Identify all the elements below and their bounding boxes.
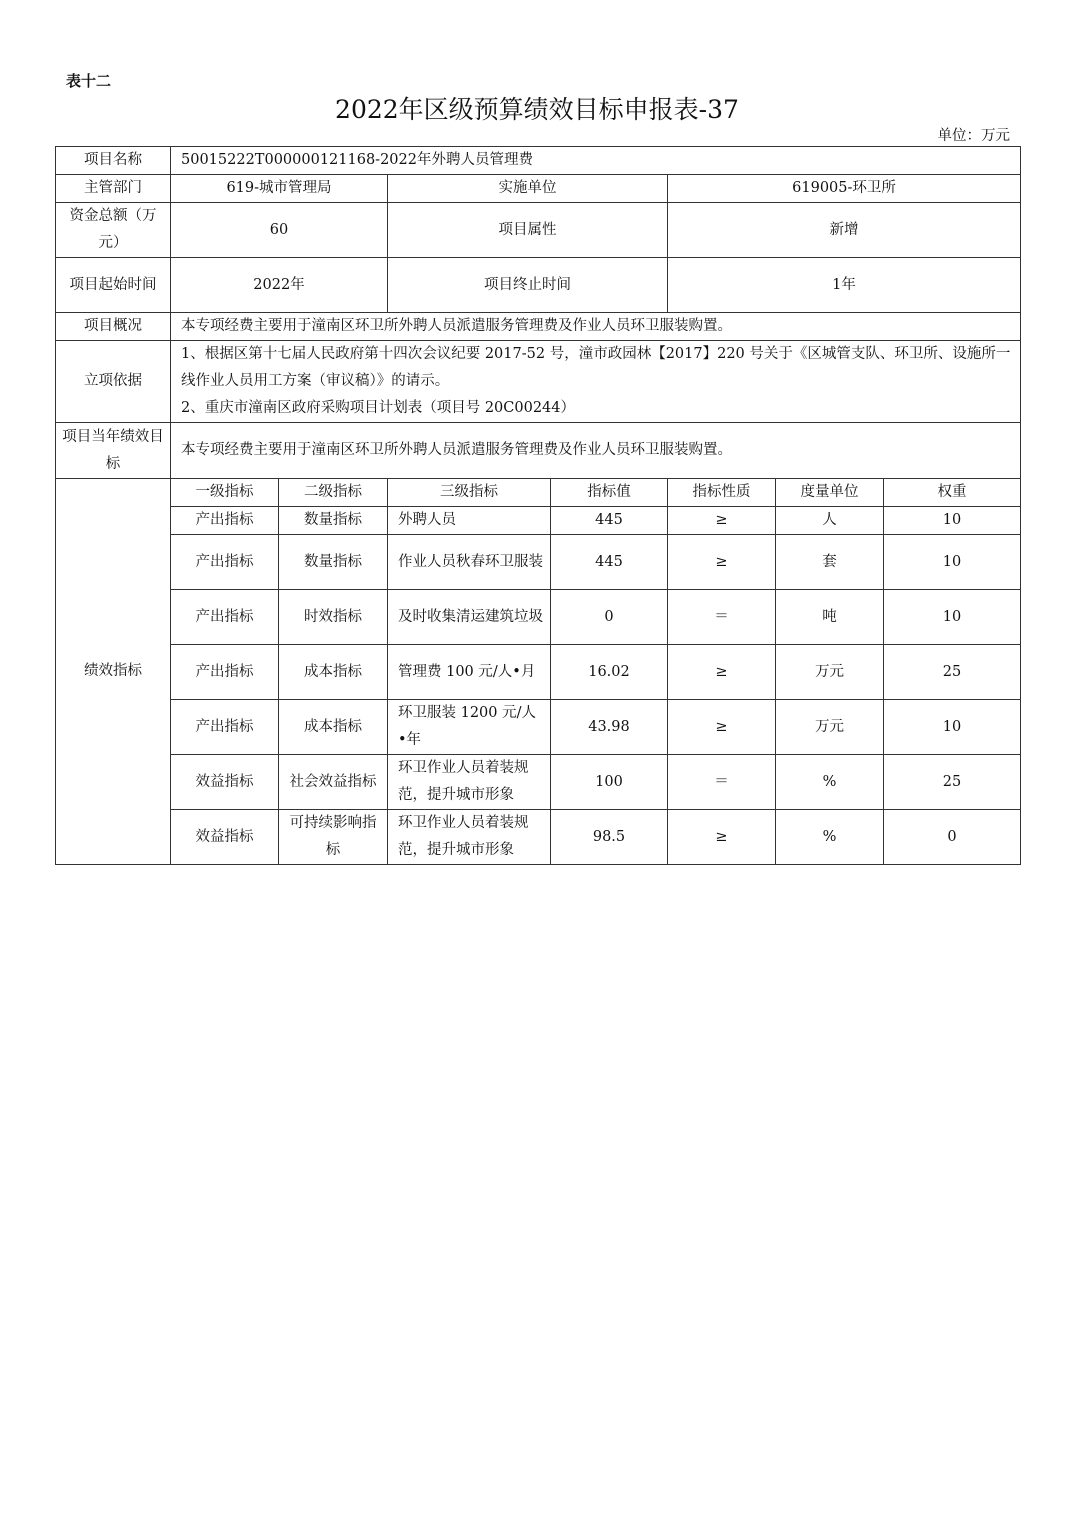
dept-value: 619-城市管理局 bbox=[171, 175, 388, 203]
metric-weight: 10 bbox=[884, 700, 1021, 755]
basis-label: 立项依据 bbox=[56, 341, 171, 423]
metric-weight: 10 bbox=[884, 590, 1021, 645]
table-row bbox=[56, 645, 1021, 700]
metric-l3: 外聘人员 bbox=[388, 507, 551, 535]
metric-value: 445 bbox=[551, 535, 668, 590]
metric-value: 43.98 bbox=[551, 700, 668, 755]
metrics-section-label: 绩效指标 bbox=[56, 479, 171, 865]
metric-l1: 效益指标 bbox=[171, 755, 279, 810]
end-value: 1年 bbox=[668, 258, 1021, 313]
metric-l3: 环卫作业人员着装规范，提升城市形象 bbox=[388, 755, 551, 810]
metric-l2: 社会效益指标 bbox=[279, 755, 388, 810]
metric-weight: 25 bbox=[884, 755, 1021, 810]
metric-value: 98.5 bbox=[551, 810, 668, 865]
start-label: 项目起始时间 bbox=[56, 258, 171, 313]
header-l3: 三级指标 bbox=[388, 479, 551, 507]
start-value: 2022年 bbox=[171, 258, 388, 313]
metric-weight: 0 bbox=[884, 810, 1021, 865]
table-row bbox=[56, 507, 1021, 535]
metric-value: 16.02 bbox=[551, 645, 668, 700]
metric-l2: 时效指标 bbox=[279, 590, 388, 645]
metric-nature: ＝ bbox=[668, 590, 776, 645]
goal-value: 本专项经费主要用于潼南区环卫所外聘人员派遣服务管理费及作业人员环卫服装购置。 bbox=[171, 423, 1021, 479]
overview-label: 项目概况 bbox=[56, 313, 171, 341]
metric-l2: 数量指标 bbox=[279, 535, 388, 590]
metric-l2: 可持续影响指标 bbox=[279, 810, 388, 865]
impl-label: 实施单位 bbox=[388, 175, 668, 203]
metric-l1: 产出指标 bbox=[171, 645, 279, 700]
end-label: 项目终止时间 bbox=[388, 258, 668, 313]
impl-value: 619005-环卫所 bbox=[668, 175, 1021, 203]
basis-line-2: 2、重庆市潼南区政府采购项目计划表（项目号 20C00244） bbox=[181, 400, 576, 416]
unit-label: 单位：万元 bbox=[937, 128, 1010, 144]
header-l2: 二级指标 bbox=[279, 479, 388, 507]
metric-l2: 数量指标 bbox=[279, 507, 388, 535]
metric-nature: ≥ bbox=[668, 507, 776, 535]
header-nature: 指标性质 bbox=[668, 479, 776, 507]
metric-unit: % bbox=[776, 755, 884, 810]
metric-l3: 作业人员秋春环卫服装 bbox=[388, 535, 551, 590]
basis-value bbox=[171, 341, 1021, 423]
metric-l3: 管理费 100 元/人•月 bbox=[388, 645, 551, 700]
metric-weight: 10 bbox=[884, 535, 1021, 590]
metric-l1: 产出指标 bbox=[171, 507, 279, 535]
metric-l1: 产出指标 bbox=[171, 590, 279, 645]
table-row bbox=[56, 755, 1021, 810]
header-weight: 权重 bbox=[884, 479, 1021, 507]
metric-l2: 成本指标 bbox=[279, 700, 388, 755]
metric-nature: ≥ bbox=[668, 810, 776, 865]
metric-nature: ≥ bbox=[668, 645, 776, 700]
metric-unit: 万元 bbox=[776, 700, 884, 755]
fund-value: 60 bbox=[171, 203, 388, 258]
table-row bbox=[56, 700, 1021, 755]
budget-performance-table bbox=[55, 146, 1021, 865]
table-row bbox=[56, 535, 1021, 590]
table-row bbox=[56, 810, 1021, 865]
attr-label: 项目属性 bbox=[388, 203, 668, 258]
metric-nature: ＝ bbox=[668, 755, 776, 810]
dept-label: 主管部门 bbox=[56, 175, 171, 203]
metric-unit: 吨 bbox=[776, 590, 884, 645]
metric-unit: 万元 bbox=[776, 645, 884, 700]
metric-unit: % bbox=[776, 810, 884, 865]
project-name-label: 项目名称 bbox=[56, 147, 171, 175]
metric-unit: 套 bbox=[776, 535, 884, 590]
metric-weight: 10 bbox=[884, 507, 1021, 535]
metric-l3: 环卫服装 1200 元/人•年 bbox=[388, 700, 551, 755]
metric-l1: 产出指标 bbox=[171, 535, 279, 590]
project-name-value: 50015222T000000121168-2022年外聘人员管理费 bbox=[171, 147, 1021, 175]
metric-nature: ≥ bbox=[668, 700, 776, 755]
basis-line-1: 1、根据区第十七届人民政府第十四次会议纪要 2017-52 号，潼市政园林【2017】220 号关于《区城管支队、环卫所、设施所一线作业人员用工方案（审议稿）》的请示。 bbox=[181, 346, 1011, 389]
attr-value: 新增 bbox=[668, 203, 1021, 258]
overview-value: 本专项经费主要用于潼南区环卫所外聘人员派遣服务管理费及作业人员环卫服装购置。 bbox=[171, 313, 1021, 341]
header-l1: 一级指标 bbox=[171, 479, 279, 507]
metric-value: 100 bbox=[551, 755, 668, 810]
metric-l1: 产出指标 bbox=[171, 700, 279, 755]
metric-l3: 环卫作业人员着装规范，提升城市形象 bbox=[388, 810, 551, 865]
metric-nature: ≥ bbox=[668, 535, 776, 590]
table-label: 表十二 bbox=[66, 72, 112, 90]
fund-label: 资金总额（万元） bbox=[56, 203, 171, 258]
goal-label: 项目当年绩效目标 bbox=[56, 423, 171, 479]
header-value: 指标值 bbox=[551, 479, 668, 507]
metric-l3: 及时收集清运建筑垃圾 bbox=[388, 590, 551, 645]
metric-unit: 人 bbox=[776, 507, 884, 535]
metric-weight: 25 bbox=[884, 645, 1021, 700]
table-row bbox=[56, 590, 1021, 645]
header-unit: 度量单位 bbox=[776, 479, 884, 507]
metric-value: 0 bbox=[551, 590, 668, 645]
metric-l2: 成本指标 bbox=[279, 645, 388, 700]
metric-value: 445 bbox=[551, 507, 668, 535]
page-title: 2022年区级预算绩效目标申报表-37 bbox=[335, 95, 739, 124]
metric-l1: 效益指标 bbox=[171, 810, 279, 865]
